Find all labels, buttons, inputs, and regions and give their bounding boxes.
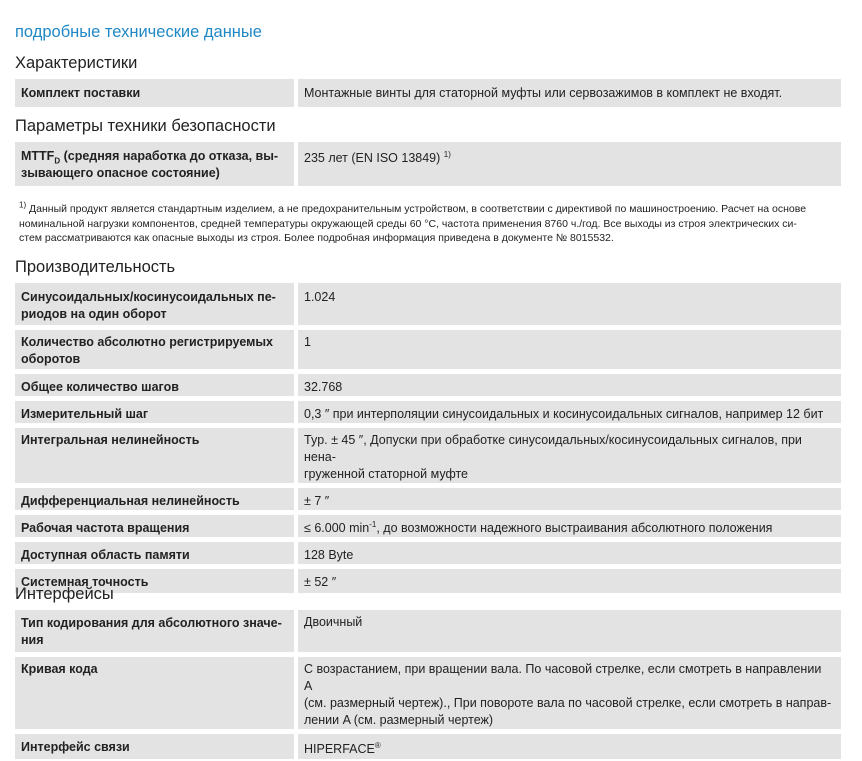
safety-footnote: $^{1)}$ Данный продукт является стандартным изделием, а не предохранительным устройством, в соответствии с директивой по машиностроению. Расчет на основе номинальной нагрузки компонентов, средней температуры окружающей среды 60 °C, частота применения 8760 ч./год. Все выходы из строя электрических си- стем рассматриваются как опасные выходы из строя. Более подробная информация приведена в документе № 8015532. [19,200,807,244]
table-row [15,539,841,566]
row-label: Системная точность [15,566,296,593]
row-value: 128 Byte [296,539,841,566]
table-row [15,142,841,186]
row-label: Комплект поставки [15,79,296,107]
row-value: Монтажные винты для статорной муфты или сервозажимов в комплект не входят. [296,79,841,107]
table-row [15,79,841,107]
row-label: Общее количество шагов [15,371,296,398]
row-label: Кривая кода [15,654,296,731]
footnote-mark: 1) [19,200,27,210]
page-title: подробные технические данные [15,23,262,41]
row-label: Тип кодирования для абсолютного значе- ния [15,610,296,654]
table-row [15,485,841,512]
table-row [15,327,841,371]
row-value: ± 7 ″ [296,485,841,512]
row-label: Интерфейс связи [15,731,296,759]
row-value: 1.024 [296,283,841,327]
interfaces-table [15,610,841,759]
section-title-characteristics: Характеристики [15,54,138,72]
section-title-interfaces: Интерфейсы [15,585,114,603]
table-row [15,512,841,539]
row-value: HIPERFACE® [296,731,841,759]
row-value: 235 лет (EN ISO 13849) $^{1)}$ [296,142,841,186]
row-label: Доступная область памяти [15,539,296,566]
table-row [15,371,841,398]
table-row [15,566,841,593]
row-label: Количество абсолютно регистрируемых оборотов [15,327,296,371]
row-value: Typ. ± 45 ″, Допуски при обработке синусоидальных/косинусоидальных сигналов, при нена- груженной статорной муфте [296,425,841,485]
row-value: Двоичный [296,610,841,654]
table-row [15,425,841,485]
row-value: ± 52 ″ [296,566,841,593]
row-label: Синусоидальных/косинусоидальных пе- риодов на один оборот [15,283,296,327]
table-row [15,398,841,425]
row-value: 1 [296,327,841,371]
table-row [15,731,841,759]
table-row [15,610,841,654]
section-title-performance: Производительность [15,258,176,276]
safety-table [15,142,841,186]
row-label: $MTTF_D$ (средняя наработка до отказа, вы- зывающего опасное состояние) [15,142,296,186]
row-value: 0,3 ″ при интерполяции синусоидальных и косинусоидальных сигналов, например 12 бит [296,398,841,425]
characteristics-table [15,79,841,107]
table-row [15,283,841,327]
row-value: 32.768 [296,371,841,398]
row-label: Измерительный шаг [15,398,296,425]
row-value: ≤ 6.000 $\min^{-1}$, до возможности надежного выстраивания абсолютного положения [296,512,841,539]
table-row [15,654,841,731]
row-label: Дифференциальная нелинейность [15,485,296,512]
row-value: С возрастанием, при вращении вала. По часовой стрелке, если смотреть в направлении A (см. размерный чертеж)., При повороте вала по часовой стрелке, если смотреть в направ- лении A (см. размерный чертеж) [296,654,841,731]
performance-table [15,283,841,593]
row-label: Интегральная нелинейность [15,425,296,485]
row-label: Рабочая частота вращения [15,512,296,539]
section-title-safety: Параметры техники безопасности [15,117,276,135]
